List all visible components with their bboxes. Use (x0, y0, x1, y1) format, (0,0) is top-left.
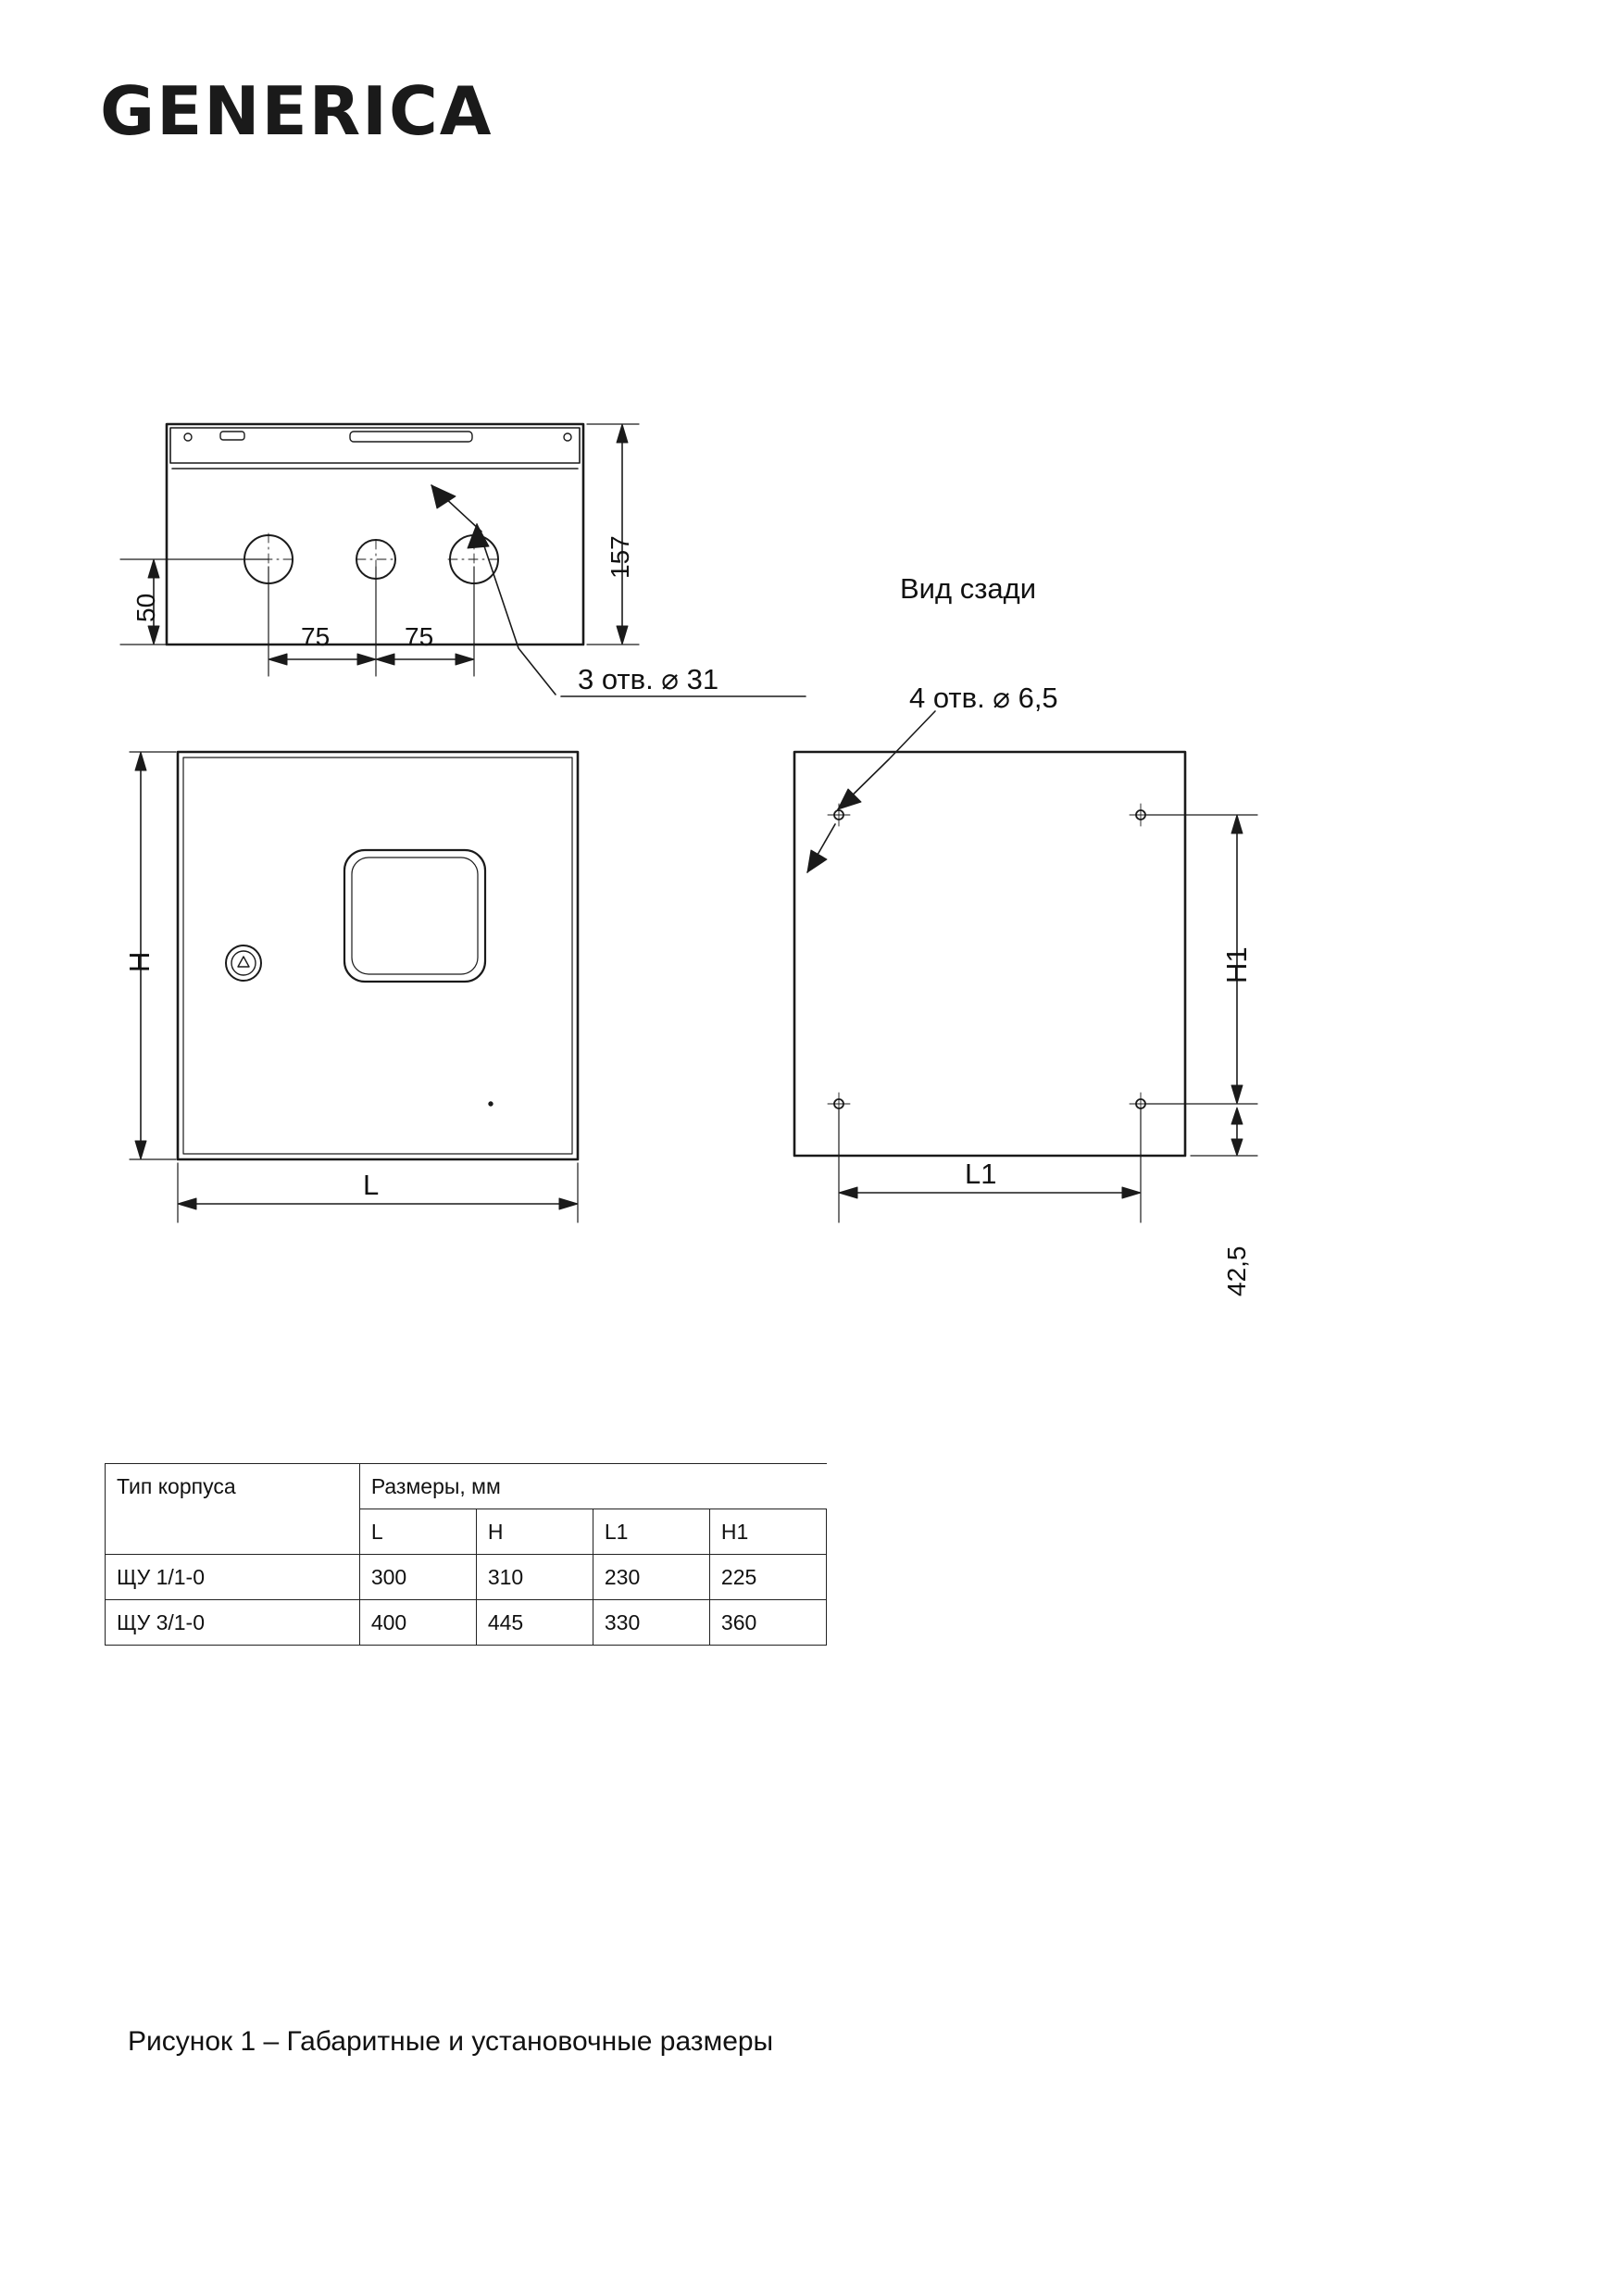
dim-depth-157-label: 157 (606, 535, 634, 579)
table-header-row (106, 1464, 827, 1509)
back-view-title: Вид сзади (900, 572, 1037, 605)
row-1-H: 445 (476, 1600, 593, 1646)
row-1-L: 400 (359, 1600, 476, 1646)
dim-L-label: L (363, 1169, 380, 1201)
table-subheader-row (106, 1509, 827, 1555)
dim-L1-label: L1 (965, 1158, 997, 1190)
dim-spacing-1-label: 75 (301, 622, 331, 651)
header-col-L: L (359, 1509, 476, 1555)
row-0-H1: 225 (709, 1555, 826, 1600)
back-view (794, 711, 1257, 1222)
row-1-H1: 360 (709, 1600, 826, 1646)
dim-spacing-2-label: 75 (405, 622, 434, 651)
header-type-cell: Тип корпуса (106, 1464, 360, 1509)
row-0-H: 310 (476, 1555, 593, 1600)
annotation-holes-65: 4 отв. ⌀ 6,5 (909, 682, 1058, 714)
dim-H1-label: H1 (1220, 946, 1253, 983)
header-sizes-cell: Размеры, мм (359, 1464, 826, 1509)
row-0-L1: 230 (593, 1555, 709, 1600)
row-1-type: ЩУ 3/1-0 (106, 1600, 360, 1646)
row-1-L1: 330 (593, 1600, 709, 1646)
top-view (120, 424, 806, 696)
dim-H-label: H (123, 951, 156, 972)
row-0-type: ЩУ 1/1-0 (106, 1555, 360, 1600)
annotation-holes-31: 3 отв. ⌀ 31 (578, 663, 719, 695)
header-col-H: H (476, 1509, 593, 1555)
header-type-spacer (106, 1509, 360, 1555)
figure-caption: Рисунок 1 – Габаритные и установочные размеры (128, 2026, 774, 2057)
header-col-L1: L1 (593, 1509, 709, 1555)
dimensions-table (105, 1463, 827, 1646)
table-row (106, 1555, 827, 1600)
front-view (130, 752, 578, 1222)
dim-top-offset-label: 50 (131, 593, 160, 622)
row-0-L: 300 (359, 1555, 476, 1600)
header-col-H1: H1 (709, 1509, 826, 1555)
dim-42-5-label: 42,5 (1222, 1246, 1251, 1296)
table-row (106, 1600, 827, 1646)
brand-logo: GENERICA (100, 72, 493, 150)
